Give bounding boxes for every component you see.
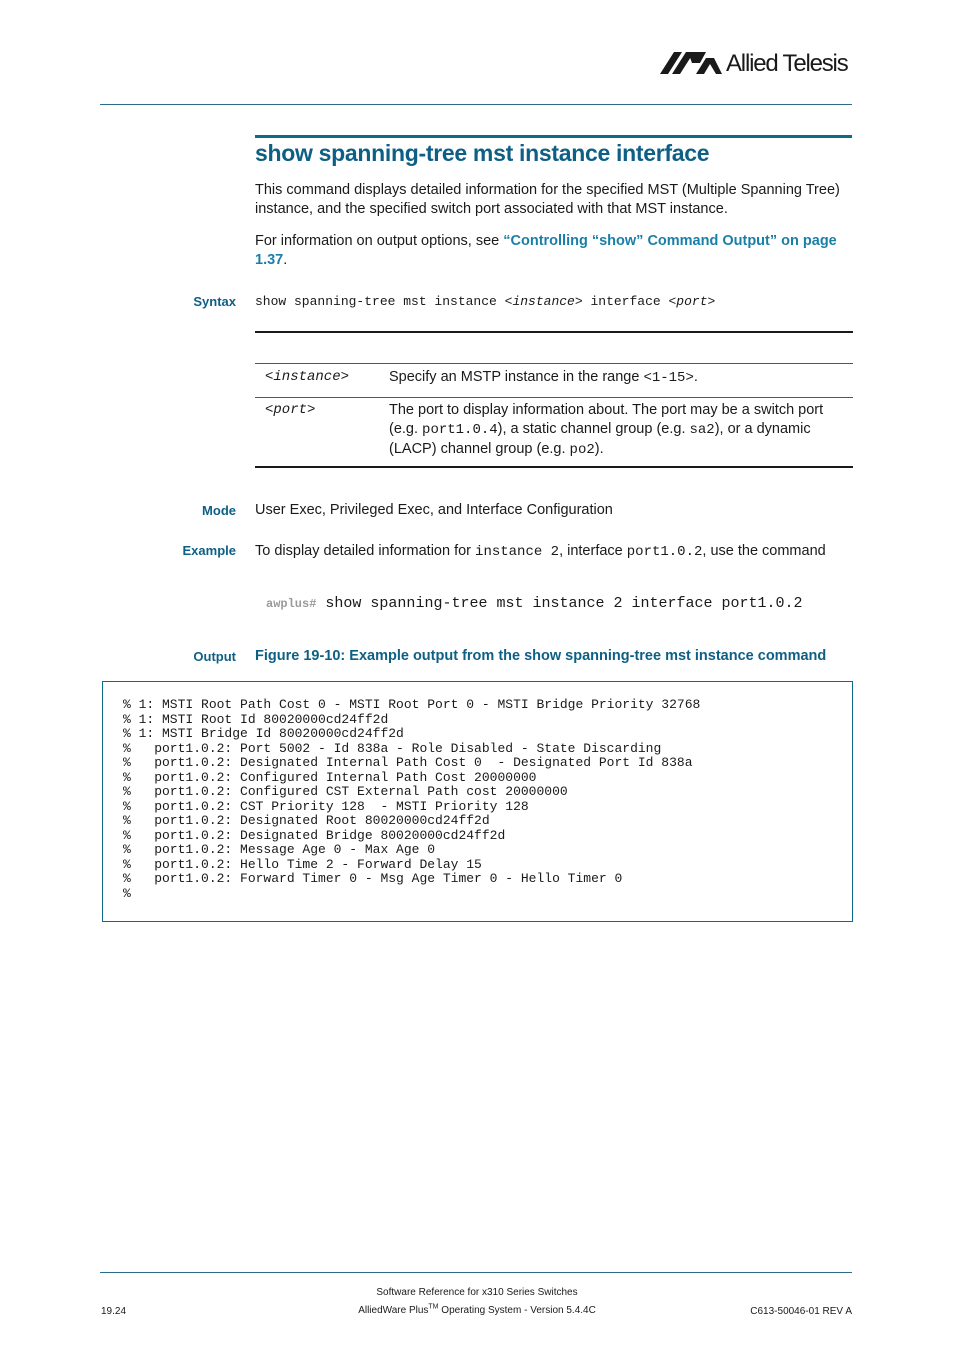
page-title: show spanning-tree mst instance interface	[255, 140, 710, 166]
param-instance-desc-text: Specify an MSTP instance in the range	[389, 369, 644, 385]
mode-label: Mode	[202, 503, 236, 518]
param-port-desc-c: ), or a dynamic (LACP) channel group (e.g.	[389, 421, 811, 457]
example-text-a: To display detailed information for	[255, 543, 476, 559]
output-line: % port1.0.2: Configured CST External Path cost 20000000	[123, 784, 568, 799]
output-line: % port1.0.2: Designated Internal Path Cost 0 - Designated Port Id 838a	[123, 755, 693, 770]
syntax-command	[255, 294, 715, 309]
param-port-code-c: po2	[569, 442, 595, 458]
description: This command displays detailed information for the specified MST (Multiple Spanning Tree) instance, and the specified switch port associated with that MST instance.	[255, 182, 840, 217]
title-rule	[255, 135, 852, 138]
example-text-c: , use the command	[702, 543, 826, 559]
syntax-arg-port: port	[676, 294, 708, 309]
param-instance-desc-end: .	[693, 369, 698, 385]
param-instance-range: <1-15>	[643, 370, 694, 386]
example-command-line	[266, 595, 803, 612]
footer-rule	[100, 1272, 852, 1273]
example-text	[255, 542, 845, 562]
output-line: % port1.0.2: Designated Root 80020000cd24ff2d	[123, 813, 490, 828]
syntax-part1: show spanning-tree mst instance <	[255, 294, 513, 309]
output-line: % port1.0.2: Configured Internal Path Cost 20000000	[123, 769, 537, 785]
footer-os-version: Operating System - Version 5.4.4C	[438, 1305, 596, 1316]
table-header-rule	[255, 363, 853, 364]
param-port: <port>	[265, 402, 316, 418]
footer-version	[300, 1305, 654, 1316]
output-label: Output	[193, 649, 236, 664]
example-text-b: , interface	[559, 543, 627, 559]
output-line: % port1.0.2: Port 5002 - Id 838a - Role Disabled - State Discarding	[123, 740, 662, 756]
output-box	[102, 681, 853, 922]
document-id: C613-50046-01 REV A	[750, 1306, 852, 1317]
header-rule	[100, 104, 852, 105]
param-instance: <instance>	[265, 369, 350, 385]
param-port-desc-a: The port to display information about. The port may be a switch port (e.g.	[389, 402, 824, 437]
table-row-rule	[255, 397, 853, 398]
output-options-link[interactable]: “Controlling “show” Command Output” on page 1.37	[255, 233, 837, 268]
mode-text: User Exec, Privileged Exec, and Interface Configuration	[255, 502, 613, 518]
param-port-desc-d: ).	[594, 441, 604, 457]
footer-product: AlliedWare Plus	[358, 1305, 429, 1316]
allied-telesis-logo	[660, 50, 855, 80]
param-port-desc	[389, 401, 851, 460]
table-top-rule	[255, 331, 853, 333]
output-line: % 1: MSTI Root Path Cost 0 - MSTI Root Port 0 - MSTI Bridge Priority 32768	[123, 697, 701, 712]
example-label: Example	[182, 543, 236, 558]
syntax-part2: > interface <	[574, 294, 677, 309]
page-number: 19.24	[101, 1306, 127, 1317]
output-line: % port1.0.2: Hello Time 2 - Forward Delay 15	[123, 856, 482, 872]
output-line: % 1: MSTI Root Id 80020000cd24ff2d	[123, 711, 389, 727]
syntax-part3: >	[707, 294, 716, 309]
output-line: % port1.0.2: Message Age 0 - Max Age 0	[123, 842, 436, 857]
param-port-code-a: port1.0.4	[422, 422, 498, 438]
footer-title: Software Reference for x310 Series Switches	[376, 1287, 578, 1298]
param-port-code-b: sa2	[689, 422, 715, 438]
param-port-desc-b: ), a static channel group (e.g.	[497, 421, 690, 437]
output-options-suffix: .	[283, 252, 288, 268]
output-line: %	[123, 885, 131, 901]
footer-trademark: TM	[428, 1303, 439, 1311]
output-line: % 1: MSTI Bridge Id 80020000cd24ff2d	[123, 726, 404, 741]
output-options-note	[255, 232, 845, 270]
example-code-port: port1.0.2	[626, 544, 703, 560]
syntax-label: Syntax	[193, 294, 236, 309]
logo-mark-icon	[660, 52, 722, 74]
logo-text: Allied Telesis	[726, 50, 848, 77]
param-instance-desc	[389, 368, 851, 388]
output-line: % port1.0.2: Designated Bridge 80020000cd24ff2d	[123, 827, 506, 843]
example-command: show spanning-tree mst instance 2 interface port1.0.2	[316, 595, 803, 612]
figure-caption: Figure 19-10: Example output from the show spanning-tree mst instance command	[255, 648, 827, 664]
cli-prompt: awplus#	[266, 597, 317, 611]
output-line: % port1.0.2: Forward Timer 0 - Msg Age Timer 0 - Hello Timer 0	[123, 871, 623, 886]
example-code-instance: instance 2	[475, 544, 560, 560]
output-line: % port1.0.2: CST Priority 128 - MSTI Priority 128	[123, 798, 529, 814]
syntax-arg-instance: instance	[512, 294, 575, 309]
output-options-prefix: For information on output options, see	[255, 233, 504, 249]
table-bottom-rule	[255, 466, 853, 468]
output-text	[123, 698, 700, 901]
